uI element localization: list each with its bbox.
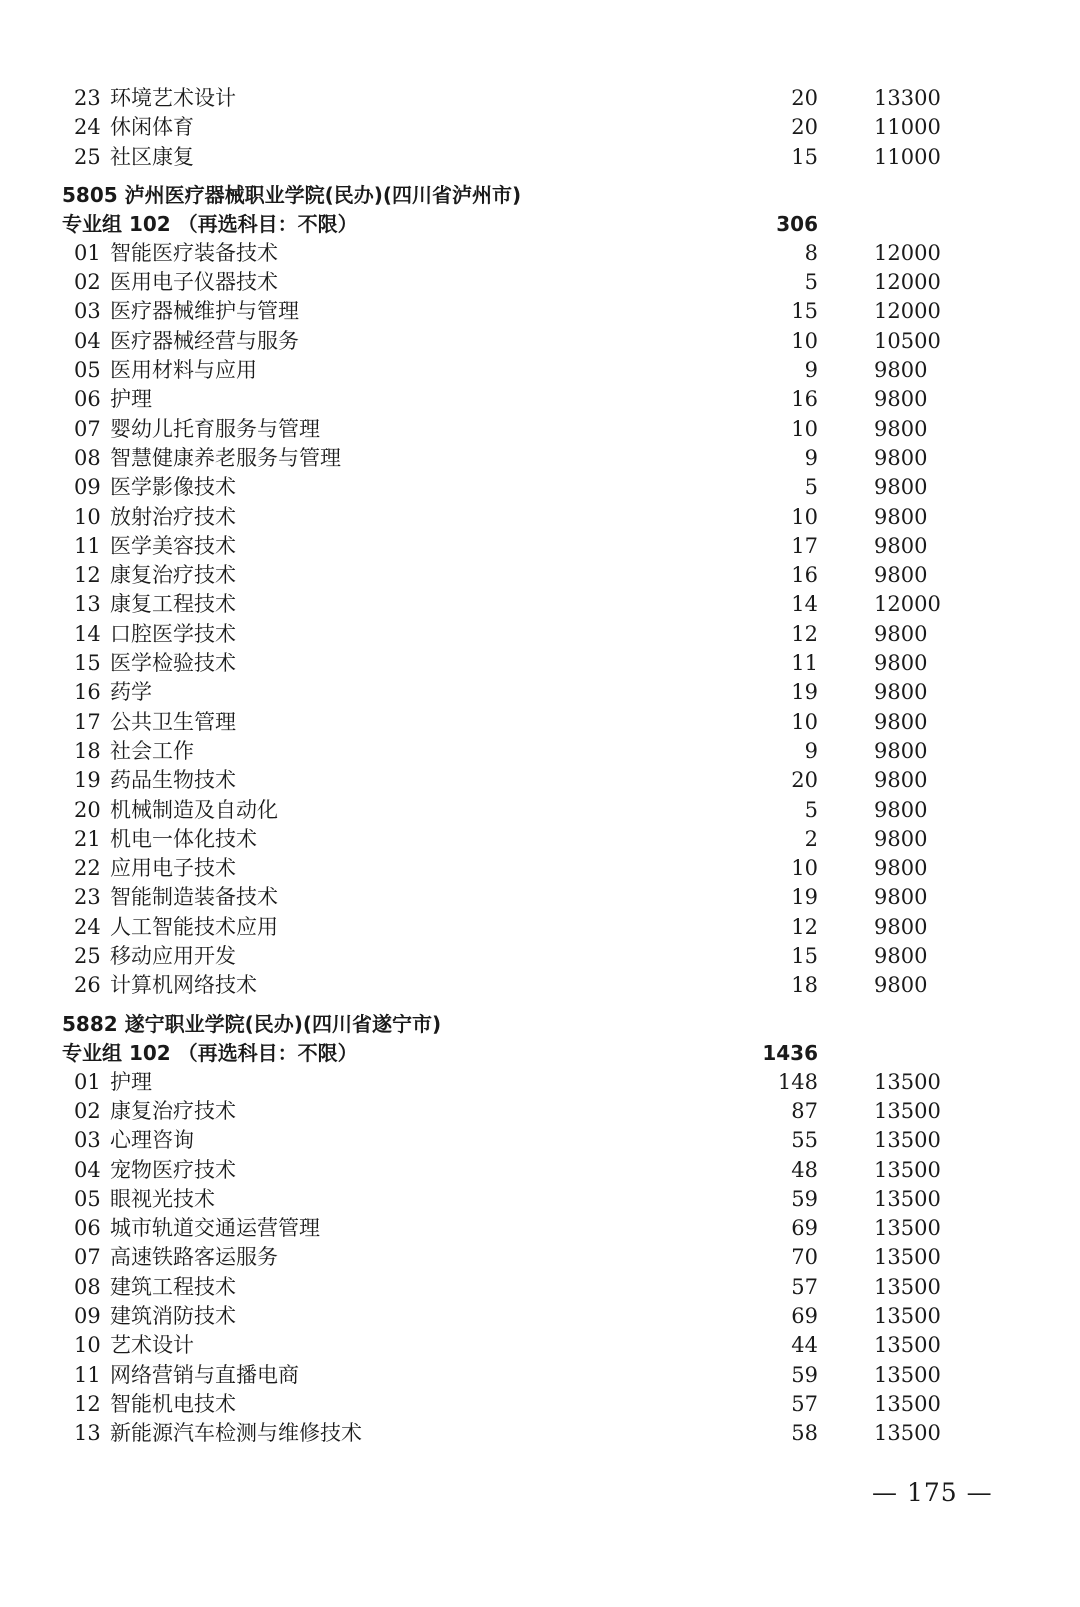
tuition-fee: 9800 — [874, 358, 928, 383]
enrollment-count: 11 — [791, 651, 818, 676]
enrollment-count: 59 — [791, 1186, 818, 1211]
major-number: 03 — [74, 1128, 101, 1153]
major-name: 口腔医学技术 — [110, 621, 236, 646]
major-group-header — [62, 1039, 962, 1068]
tuition-fee: 9800 — [874, 416, 928, 441]
enrollment-count: 12 — [791, 914, 818, 939]
enrollment-count: 10 — [791, 709, 818, 734]
tuition-fee: 13500 — [874, 1362, 941, 1387]
tuition-fee: 9800 — [874, 856, 928, 881]
tuition-fee: 9800 — [874, 797, 928, 822]
tuition-fee: 13300 — [874, 86, 941, 110]
major-group-total: 306 — [776, 211, 818, 236]
tuition-fee: 13500 — [874, 1391, 941, 1416]
major-row — [62, 532, 962, 561]
major-row — [62, 356, 962, 385]
tuition-fee: 9800 — [874, 475, 928, 500]
major-row — [62, 473, 962, 502]
tuition-fee: 9800 — [874, 563, 928, 588]
major-name: 建筑消防技术 — [110, 1303, 236, 1328]
enrollment-count: 15 — [791, 299, 818, 324]
major-row — [62, 1331, 962, 1360]
major-name: 宠物医疗技术 — [110, 1157, 236, 1182]
enrollment-count: 70 — [791, 1245, 818, 1270]
enrollment-count: 16 — [791, 387, 818, 412]
tuition-fee: 9800 — [874, 621, 928, 646]
major-name: 高速铁路客运服务 — [110, 1245, 278, 1270]
enrollment-count: 55 — [791, 1128, 818, 1153]
major-number: 25 — [74, 944, 101, 969]
major-row — [62, 143, 962, 172]
major-name: 人工智能技术应用 — [110, 914, 278, 939]
enrollment-count: 9 — [804, 738, 818, 763]
major-number: 24 — [74, 115, 101, 140]
enrollment-count: 20 — [791, 86, 818, 110]
enrollment-list — [62, 84, 962, 1448]
major-number: 04 — [74, 328, 101, 353]
major-row — [62, 1390, 962, 1419]
major-number: 24 — [74, 914, 101, 939]
major-name: 康复治疗技术 — [110, 1098, 236, 1123]
enrollment-count: 15 — [791, 144, 818, 169]
page-number: — 175 — — [872, 1478, 993, 1507]
tuition-fee: 9800 — [874, 768, 928, 793]
major-name: 公共卫生管理 — [110, 709, 236, 734]
enrollment-count: 16 — [791, 563, 818, 588]
enrollment-count: 5 — [804, 475, 818, 500]
major-number: 01 — [74, 240, 101, 265]
major-name: 智慧健康养老服务与管理 — [110, 445, 341, 470]
enrollment-count: 19 — [791, 680, 818, 705]
major-number: 07 — [74, 416, 101, 441]
major-number: 15 — [74, 651, 101, 676]
major-number: 25 — [74, 144, 101, 169]
major-name: 机电一体化技术 — [110, 826, 257, 851]
major-row — [62, 1214, 962, 1243]
enrollment-count: 17 — [791, 533, 818, 558]
major-number: 12 — [74, 563, 101, 588]
tuition-fee: 13500 — [874, 1245, 941, 1270]
major-row — [62, 297, 962, 326]
major-name: 移动应用开发 — [110, 944, 236, 969]
major-name: 眼视光技术 — [110, 1186, 215, 1211]
major-name: 社会工作 — [110, 738, 194, 763]
major-row — [62, 113, 962, 142]
tuition-fee: 9800 — [874, 914, 928, 939]
major-number: 12 — [74, 1391, 101, 1416]
major-name: 机械制造及自动化 — [110, 797, 278, 822]
school-title: 5882 遂宁职业学院(民办)(四川省遂宁市) — [62, 1011, 442, 1036]
tuition-fee: 9800 — [874, 504, 928, 529]
major-number: 19 — [74, 768, 101, 793]
major-row — [62, 854, 962, 883]
enrollment-count: 10 — [791, 856, 818, 881]
major-name: 婴幼儿托育服务与管理 — [110, 416, 320, 441]
major-group-total: 1436 — [762, 1040, 818, 1065]
tuition-fee: 9800 — [874, 651, 928, 676]
major-number: 18 — [74, 738, 101, 763]
major-number: 08 — [74, 445, 101, 470]
tuition-fee: 13500 — [874, 1157, 941, 1182]
major-number: 10 — [74, 504, 101, 529]
major-row — [62, 1097, 962, 1126]
major-row — [62, 385, 962, 414]
major-row — [62, 971, 962, 1000]
major-row — [62, 415, 962, 444]
major-number: 16 — [74, 680, 101, 705]
enrollment-count: 15 — [791, 944, 818, 969]
enrollment-count: 18 — [791, 973, 818, 998]
major-name: 医疗器械经营与服务 — [110, 328, 299, 353]
major-name: 城市轨道交通运营管理 — [110, 1216, 320, 1241]
enrollment-count: 48 — [791, 1157, 818, 1182]
tuition-fee: 12000 — [874, 270, 941, 295]
major-number: 20 — [74, 797, 101, 822]
major-row — [62, 1126, 962, 1155]
enrollment-count: 12 — [791, 621, 818, 646]
enrollment-count: 59 — [791, 1362, 818, 1387]
tuition-fee: 12000 — [874, 299, 941, 324]
major-number: 08 — [74, 1274, 101, 1299]
major-number: 23 — [74, 86, 101, 110]
enrollment-count: 69 — [791, 1216, 818, 1241]
major-name: 智能制造装备技术 — [110, 885, 278, 910]
tuition-fee: 9800 — [874, 885, 928, 910]
enrollment-count: 9 — [804, 358, 818, 383]
major-name: 社区康复 — [110, 144, 194, 169]
enrollment-count: 57 — [791, 1274, 818, 1299]
tuition-fee: 11000 — [874, 115, 941, 140]
major-row — [62, 561, 962, 590]
major-row — [62, 444, 962, 473]
major-name: 药品生物技术 — [110, 768, 236, 793]
tuition-fee: 12000 — [874, 592, 941, 617]
major-name: 医学检验技术 — [110, 651, 236, 676]
major-row — [62, 1273, 962, 1302]
enrollment-count: 148 — [777, 1069, 818, 1094]
enrollment-count: 19 — [791, 885, 818, 910]
enrollment-count: 58 — [791, 1421, 818, 1446]
tuition-fee: 13500 — [874, 1333, 941, 1358]
tuition-fee: 9800 — [874, 709, 928, 734]
major-number: 04 — [74, 1157, 101, 1182]
major-name: 心理咨询 — [110, 1128, 194, 1153]
major-row — [62, 708, 962, 737]
tuition-fee: 9800 — [874, 738, 928, 763]
major-row — [62, 1302, 962, 1331]
major-row — [62, 590, 962, 619]
major-name: 康复治疗技术 — [110, 563, 236, 588]
enrollment-count: 8 — [804, 240, 818, 265]
major-name: 医用电子仪器技术 — [110, 270, 278, 295]
major-number: 05 — [74, 1186, 101, 1211]
major-name: 建筑工程技术 — [110, 1274, 236, 1299]
tuition-fee: 13500 — [874, 1303, 941, 1328]
tuition-fee: 9800 — [874, 387, 928, 412]
major-row — [62, 503, 962, 532]
major-number: 17 — [74, 709, 101, 734]
major-row — [62, 84, 962, 113]
major-name: 医用材料与应用 — [110, 358, 257, 383]
enrollment-count: 9 — [804, 445, 818, 470]
tuition-fee: 13500 — [874, 1098, 941, 1123]
major-name: 康复工程技术 — [110, 592, 236, 617]
major-row — [62, 649, 962, 678]
major-number: 06 — [74, 1216, 101, 1241]
tuition-fee: 11000 — [874, 144, 941, 169]
tuition-fee: 13500 — [874, 1069, 941, 1094]
major-row — [62, 913, 962, 942]
tuition-fee: 13500 — [874, 1128, 941, 1153]
major-name: 放射治疗技术 — [110, 504, 236, 529]
major-row — [62, 1185, 962, 1214]
major-row — [62, 825, 962, 854]
tuition-fee: 13500 — [874, 1421, 941, 1446]
major-row — [62, 1068, 962, 1097]
major-name: 休闲体育 — [110, 115, 194, 140]
major-row — [62, 239, 962, 268]
major-number: 09 — [74, 475, 101, 500]
major-number: 05 — [74, 358, 101, 383]
enrollment-count: 10 — [791, 416, 818, 441]
major-name: 智能医疗装备技术 — [110, 240, 278, 265]
major-name: 环境艺术设计 — [110, 86, 236, 110]
major-row — [62, 1243, 962, 1272]
major-number: 01 — [74, 1069, 101, 1094]
major-name: 艺术设计 — [110, 1333, 194, 1358]
major-number: 06 — [74, 387, 101, 412]
major-number: 21 — [74, 826, 101, 851]
major-name: 医学影像技术 — [110, 475, 236, 500]
enrollment-count: 87 — [791, 1098, 818, 1123]
enrollment-count: 20 — [791, 768, 818, 793]
major-name: 医疗器械维护与管理 — [110, 299, 299, 324]
major-number: 07 — [74, 1245, 101, 1270]
tuition-fee: 12000 — [874, 240, 941, 265]
tuition-fee: 9800 — [874, 944, 928, 969]
major-row — [62, 942, 962, 971]
enrollment-count: 10 — [791, 328, 818, 353]
major-name: 护理 — [110, 387, 152, 412]
major-name: 医学美容技术 — [110, 533, 236, 558]
major-number: 13 — [74, 1421, 101, 1446]
major-number: 13 — [74, 592, 101, 617]
major-name: 计算机网络技术 — [110, 973, 257, 998]
enrollment-count: 20 — [791, 115, 818, 140]
major-row — [62, 883, 962, 912]
enrollment-count: 10 — [791, 504, 818, 529]
major-group-header — [62, 210, 962, 239]
major-row — [62, 620, 962, 649]
enrollment-count: 5 — [804, 270, 818, 295]
major-number: 26 — [74, 973, 101, 998]
major-number: 14 — [74, 621, 101, 646]
major-number: 02 — [74, 270, 101, 295]
major-row — [62, 327, 962, 356]
major-row — [62, 1419, 962, 1448]
major-number: 23 — [74, 885, 101, 910]
major-name: 应用电子技术 — [110, 856, 236, 881]
major-row — [62, 678, 962, 707]
tuition-fee: 9800 — [874, 533, 928, 558]
major-number: 10 — [74, 1333, 101, 1358]
major-name: 护理 — [110, 1069, 152, 1094]
enrollment-count: 2 — [804, 826, 818, 851]
major-name: 网络营销与直播电商 — [110, 1362, 299, 1387]
major-name: 新能源汽车检测与维修技术 — [110, 1421, 362, 1446]
major-number: 11 — [74, 1362, 101, 1387]
major-name: 药学 — [110, 680, 152, 705]
enrollment-count: 14 — [791, 592, 818, 617]
major-row — [62, 1361, 962, 1390]
tuition-fee: 9800 — [874, 445, 928, 470]
major-number: 02 — [74, 1098, 101, 1123]
major-group-title: 专业组 102 （再选科目：不限） — [62, 211, 358, 236]
major-number: 03 — [74, 299, 101, 324]
major-row — [62, 737, 962, 766]
tuition-fee: 9800 — [874, 826, 928, 851]
tuition-fee: 9800 — [874, 973, 928, 998]
major-number: 22 — [74, 856, 101, 881]
enrollment-count: 44 — [791, 1333, 818, 1358]
tuition-fee: 10500 — [874, 328, 941, 353]
enrollment-count: 69 — [791, 1303, 818, 1328]
major-number: 09 — [74, 1303, 101, 1328]
major-number: 11 — [74, 533, 101, 558]
major-group-title: 专业组 102 （再选科目：不限） — [62, 1040, 358, 1065]
major-name: 智能机电技术 — [110, 1391, 236, 1416]
major-row — [62, 268, 962, 297]
enrollment-count: 5 — [804, 797, 818, 822]
tuition-fee: 13500 — [874, 1186, 941, 1211]
enrollment-count: 57 — [791, 1391, 818, 1416]
tuition-fee: 9800 — [874, 680, 928, 705]
major-row — [62, 1156, 962, 1185]
major-row — [62, 766, 962, 795]
major-row — [62, 796, 962, 825]
tuition-fee: 13500 — [874, 1274, 941, 1299]
school-title: 5805 泸州医疗器械职业学院(民办)(四川省泸州市) — [62, 182, 522, 207]
tuition-fee: 13500 — [874, 1216, 941, 1241]
